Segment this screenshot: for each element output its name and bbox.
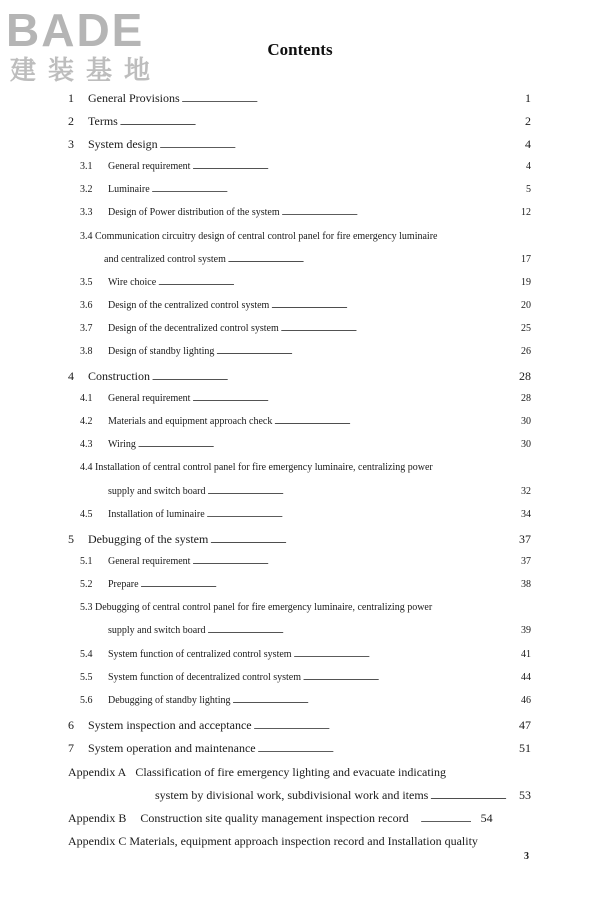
toc-label: Luminaire — [108, 184, 150, 195]
toc-leader — [303, 672, 519, 683]
toc-page: 25 — [521, 323, 531, 334]
toc-label: General requirement — [108, 556, 191, 567]
toc-leader — [141, 579, 519, 590]
toc-number: 4.4 — [80, 462, 93, 473]
toc-page: 30 — [521, 439, 531, 450]
toc-entry-4-3[interactable] — [80, 439, 531, 450]
toc-number: 5.3 — [80, 602, 93, 613]
toc-entry-3-8[interactable] — [80, 346, 531, 357]
toc-page: 20 — [521, 300, 531, 311]
toc-page: 30 — [521, 416, 531, 427]
toc-page: 28 — [519, 369, 531, 383]
toc-leader — [158, 277, 519, 288]
toc-label: General requirement — [108, 161, 191, 172]
toc-leader — [430, 788, 517, 803]
toc-number: 3.2 — [80, 184, 93, 195]
toc-label: Design of the centralized control system — [108, 300, 270, 311]
toc-leader — [208, 625, 520, 636]
toc-page: 54 — [480, 811, 493, 825]
toc-number: 3.5 — [80, 277, 93, 288]
toc-entry-4-4-cont[interactable] — [108, 486, 531, 497]
toc-entry-4-2[interactable] — [80, 416, 531, 427]
toc-page: 46 — [521, 695, 531, 706]
toc-page: 12 — [521, 207, 531, 218]
toc-label: Design of Power distribution of the system — [108, 207, 280, 218]
toc-label: Construction — [88, 369, 150, 383]
toc-entry-3-4-cont[interactable] — [104, 254, 531, 265]
toc-label: General Provisions — [88, 91, 180, 105]
page-title: Contents — [267, 40, 333, 59]
toc-entry-3[interactable] — [68, 137, 531, 152]
toc-entry-5-3[interactable] — [80, 602, 532, 613]
toc-entry-1[interactable] — [68, 91, 531, 106]
toc-label: Classification of fire emergency lighting and evacuate indicating — [135, 765, 447, 779]
toc-label: Debugging of the system — [88, 532, 209, 546]
toc-entry-5-1[interactable] — [80, 556, 531, 567]
toc-page: 2 — [525, 114, 531, 128]
toc-page: 4 — [526, 161, 531, 172]
toc-leader — [207, 509, 519, 520]
toc-label: Wire choice — [108, 277, 157, 288]
toc-label: Prepare — [108, 579, 139, 590]
toc-leader — [228, 254, 519, 265]
toc-leader — [274, 416, 519, 427]
toc-entry-3-6[interactable] — [80, 300, 531, 311]
toc-entry-4[interactable] — [68, 369, 531, 384]
toc-label-continued: supply and switch board — [108, 625, 206, 636]
toc-leader — [192, 161, 524, 172]
toc-number: 3 — [68, 137, 74, 151]
toc-label: Materials and equipment approach check — [108, 416, 273, 427]
toc-number: 7 — [68, 741, 74, 755]
toc-entry-appendix-b[interactable] — [68, 811, 531, 826]
toc-entry-3-7[interactable] — [80, 323, 531, 334]
toc-number: 5.2 — [80, 579, 93, 590]
toc-entry-4-1[interactable] — [80, 393, 531, 404]
toc-number: 5.6 — [80, 695, 93, 706]
toc-number: 2 — [68, 114, 74, 128]
toc-label-continued: system by divisional work, subdivisional work and items — [155, 788, 429, 802]
toc-page: 28 — [521, 393, 531, 404]
toc-label-continued: and centralized control system — [104, 254, 226, 265]
toc-page: 1 — [525, 91, 531, 105]
toc-page: 53 — [519, 788, 531, 802]
toc-leader — [192, 556, 519, 567]
toc-number: 3.7 — [80, 323, 93, 334]
toc-entry-5-3-cont[interactable] — [108, 625, 531, 636]
toc-page: 32 — [521, 486, 531, 497]
toc-label: System operation and maintenance — [88, 741, 256, 755]
toc-label: System function of centralized control system — [108, 649, 292, 660]
toc-entry-5-5[interactable] — [80, 672, 531, 683]
toc-leader — [421, 811, 471, 826]
toc-page: 47 — [519, 718, 531, 732]
toc-number: 1 — [68, 91, 74, 105]
toc-page: 37 — [519, 532, 531, 546]
toc-entry-3-4[interactable] — [80, 231, 532, 242]
toc-number: 5 — [68, 532, 74, 546]
toc-leader — [120, 114, 523, 129]
toc-entry-5-2[interactable] — [80, 579, 531, 590]
toc-number: 3.4 — [80, 231, 93, 242]
toc-leader — [258, 741, 517, 756]
toc-leader — [160, 137, 523, 152]
toc-leader — [254, 718, 517, 733]
toc-number: 4 — [68, 369, 74, 383]
toc-entry-3-5[interactable] — [80, 277, 531, 288]
toc-page: 38 — [521, 579, 531, 590]
toc-number: 3.8 — [80, 346, 93, 357]
toc-entry-3-2[interactable] — [80, 184, 531, 195]
toc-label: System function of decentralized control system — [108, 672, 302, 683]
page-number: 3 — [524, 851, 529, 862]
toc-label: Construction site quality management inspection record — [140, 811, 409, 825]
toc-number: Appendix B — [68, 811, 127, 825]
toc-label: Communication circuitry design of central control panel for fire emergency luminaire — [95, 231, 438, 242]
toc-label: Terms — [88, 114, 118, 128]
toc-label: System design — [88, 137, 158, 151]
toc-label: System inspection and acceptance — [88, 718, 252, 732]
toc-label: Wiring — [108, 439, 136, 450]
toc-leader — [294, 649, 519, 660]
toc-page: 17 — [521, 254, 531, 265]
logo-chinese-text: 建装基地 — [10, 56, 163, 86]
toc-number: 4.5 — [80, 509, 93, 520]
toc-page: 39 — [521, 625, 531, 636]
toc-entry-5-6[interactable] — [80, 695, 531, 706]
toc-number: 5.1 — [80, 556, 93, 567]
toc-label: General requirement — [108, 393, 191, 404]
toc-entry-3-1[interactable] — [80, 161, 531, 172]
toc-leader — [210, 532, 517, 547]
toc-number: 4.3 — [80, 439, 93, 450]
toc-entry-6[interactable] — [68, 718, 531, 733]
toc-number: 4.2 — [80, 416, 93, 427]
toc-page: 44 — [521, 672, 531, 683]
toc-page: 4 — [525, 137, 531, 151]
toc-leader — [138, 439, 519, 450]
toc-label: Installation of luminaire — [108, 509, 205, 520]
toc-page: 34 — [521, 509, 531, 520]
toc-label-continued: supply and switch board — [108, 486, 206, 497]
toc-leader — [152, 184, 524, 195]
toc-page: 19 — [521, 277, 531, 288]
toc-leader — [233, 695, 520, 706]
toc-label: Debugging of central control panel for fire emergency luminaire, centralizing power — [95, 602, 433, 613]
toc-number: 5.5 — [80, 672, 93, 683]
toc-leader — [208, 486, 520, 497]
toc-number: 4.1 — [80, 393, 93, 404]
toc-label: Debugging of standby lighting — [108, 695, 231, 706]
toc-page: 41 — [521, 649, 531, 660]
toc-page: 5 — [526, 184, 531, 195]
toc-leader — [281, 323, 519, 334]
toc-entry-4-5[interactable] — [80, 509, 531, 520]
toc-label: Design of standby lighting — [108, 346, 215, 357]
toc-entry-5-4[interactable] — [80, 649, 531, 660]
toc-entry-5[interactable] — [68, 532, 531, 547]
toc-entry-appendix-a-cont[interactable] — [155, 788, 531, 803]
toc-number: 3.6 — [80, 300, 93, 311]
toc-entry-2[interactable] — [68, 114, 531, 129]
toc-number: 5.4 — [80, 649, 93, 660]
toc-entry-7[interactable] — [68, 741, 531, 756]
toc-entry-3-3[interactable] — [80, 207, 531, 218]
toc-entry-appendix-c[interactable] — [68, 834, 534, 849]
toc-leader — [271, 300, 519, 311]
toc-leader — [192, 393, 519, 404]
toc-page: 26 — [521, 346, 531, 357]
toc-entry-4-4[interactable] — [80, 462, 532, 473]
toc-leader — [282, 207, 519, 218]
toc-leader — [182, 91, 523, 106]
toc-leader — [216, 346, 519, 357]
toc-number: Appendix A — [68, 765, 127, 779]
toc-label: Installation of central control panel for fire emergency luminaire, centralizing power — [95, 462, 433, 473]
toc-label: Materials, equipment approach inspection record and Installation quality — [129, 834, 478, 848]
toc-number: 6 — [68, 718, 74, 732]
toc-leader — [152, 369, 517, 384]
toc-entry-appendix-a[interactable] — [68, 765, 534, 780]
toc-page: 37 — [521, 556, 531, 567]
toc-page: 51 — [519, 741, 531, 755]
toc-number: Appendix C — [68, 834, 127, 848]
toc-number: 3.3 — [80, 207, 93, 218]
toc-number: 3.1 — [80, 161, 93, 172]
logo-wordmark: BADE — [6, 4, 145, 56]
toc-label: Design of the decentralized control system — [108, 323, 279, 334]
